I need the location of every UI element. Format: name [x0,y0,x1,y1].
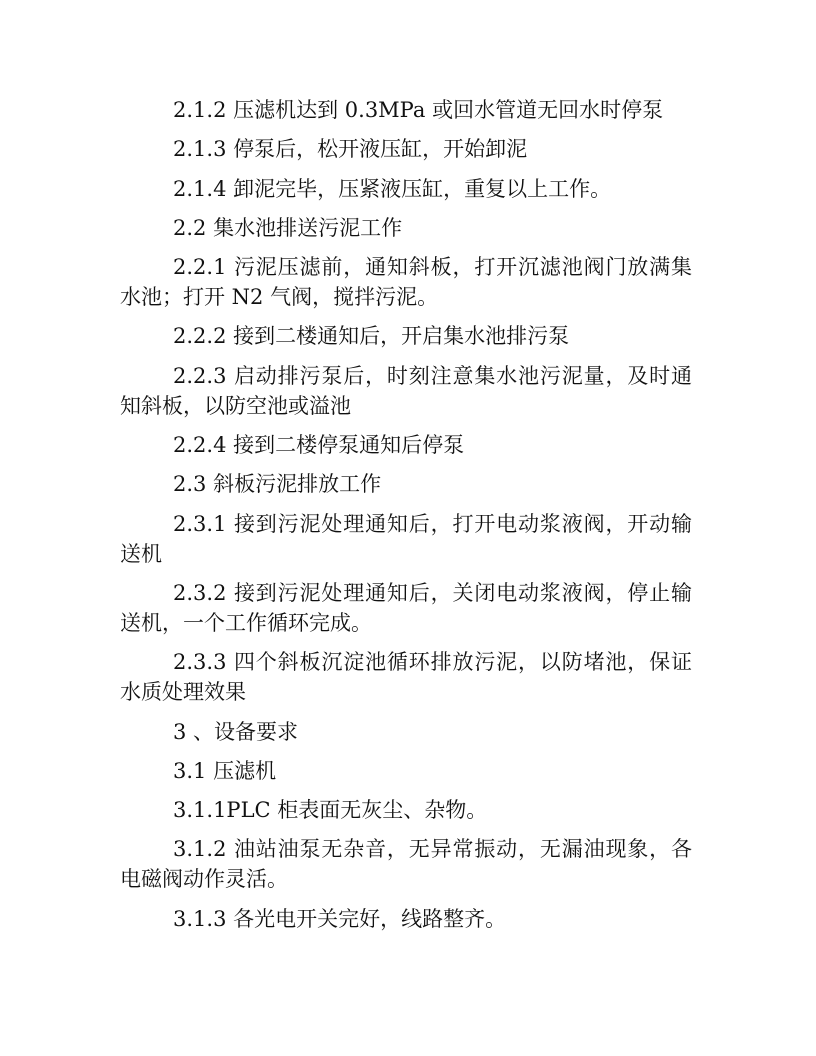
paragraph-3-1-2: 3.1.2 油站油泵无杂音，无异常振动，无漏油现象，各电磁阀动作灵活。 [120,837,692,892]
paragraph-2-1-2: 2.1.2 压滤机达到 0.3MPa 或回水管道无回水时停泵 [173,98,664,122]
heading-3-1: 3.1 压滤机 [173,758,277,783]
paragraph-2-1-4: 2.1.4 卸泥完毕，压紧液压缸，重复以上工作。 [173,176,612,201]
paragraph-2-2-3: 2.2.3 启动排污泵后，时刻注意集水池污泥量，及时通知斜板，以防空池或溢池 [120,363,692,418]
paragraph-2-1-3: 2.1.3 停泵后，松开液压缸，开始卸泥 [173,137,528,162]
paragraph-2-2-1: 2.2.1 污泥压滤前，通知斜板，打开沉滤池阀门放满集水池；打开 N2 气阀，搅拌污泥。 [120,255,692,310]
paragraph-3-1-1: 3.1.1PLC 柜表面无灰尘、杂物。 [173,798,488,823]
paragraph-2-2-2: 2.2.2 接到二楼通知后，开启集水池排污泵 [173,324,570,349]
paragraph-3-1-3: 3.1.3 各光电开关完好，线路整齐。 [173,906,507,931]
heading-3: 3 、设备要求 [173,719,299,744]
document-page [120,95,692,943]
paragraph-2-2-4: 2.2.4 接到二楼停泵通知后停泵 [173,433,465,458]
paragraph-2-3-3: 2.3.3 四个斜板沉淀池循环排放污泥，以防堵池，保证水质处理效果 [120,650,692,705]
heading-2-3: 2.3 斜板污泥排放工作 [173,472,382,497]
heading-2-2: 2.2 集水池排送污泥工作 [173,215,403,240]
paragraph-2-3-1: 2.3.1 接到污泥处理通知后，打开电动浆液阀，开动输送机 [120,511,692,566]
paragraph-2-3-2: 2.3.2 接到污泥处理通知后，关闭电动浆液阀，停止输送机，一个工作循环完成。 [120,580,692,635]
